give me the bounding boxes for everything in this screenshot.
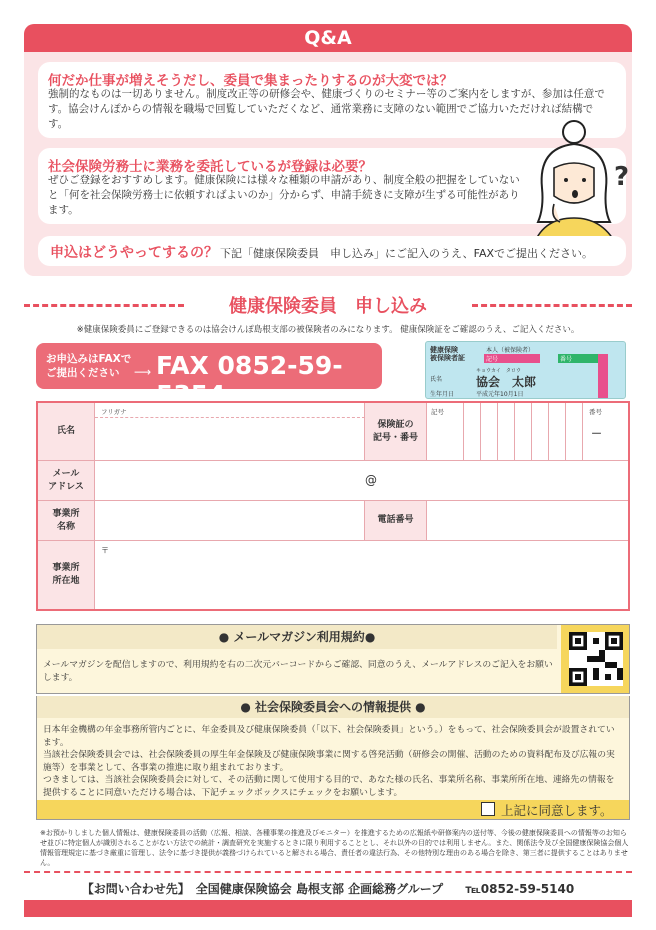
form-row-mail — [38, 461, 628, 501]
arrow-icon: ⟶ — [134, 365, 152, 379]
form-row-office — [38, 501, 628, 541]
qa-heading: Q&A — [24, 24, 632, 52]
card-bango: 番号 — [558, 354, 608, 363]
bottom-bar — [24, 900, 632, 917]
mail-label-2: アドレス — [48, 481, 84, 492]
card-furigana: キョウカイ タロウ — [476, 368, 521, 374]
how-answer: 下記「健康保険委員 申し込み」にご記入のうえ、FAXでご提出ください。 — [220, 247, 594, 260]
question-mark-icon: ? — [614, 162, 630, 192]
privacy-footnote: ※お預かりしました個人情報は、健康保険委員の活動（広報、相談、各種事業の推進及びモニター）を推進するための広報紙や研修案内の送付等、今後の健康保険委員への情報等のお知らせ並びに特定個人が識別されることがない方法での統計・調査研究を実施するときに限り利用することとし、それ以外の目的では利用しません。また、関係法令及び全国健康保険協会個人情報管理規定に基づき厳重に管理し、法令に基づき提供が義務づけられていると解される場合、責任者の違法行為、その他特別な理由のある場合を除き、第三者に提供することはありません。 — [40, 829, 629, 867]
qr-code-icon[interactable] — [569, 631, 623, 687]
how-question: 申込はどうやってするの？ — [50, 245, 218, 261]
insurance-card-sample — [425, 341, 626, 399]
bango-dash: － — [591, 427, 602, 440]
card-title — [430, 346, 465, 362]
application-form — [36, 401, 630, 611]
fax-instruction-line2: ご提出ください — [46, 367, 120, 379]
mail-terms-heading: ● メールマガジン利用規約● — [37, 625, 557, 649]
address-label — [38, 541, 94, 609]
info-text: 日本年金機構の年金事務所管内ごとに、年金委員及び健康保険委員（「以下、社会保険委員」という。）をもって、社会保険委員会が設置されています。 当該社会保険委員会では、社会保険委員の厚生年金保険及び健康保険事業に関する啓発活動（研修会の開催、活動のための資料配布及び広報の実施等）を事業として、各事業の推進に取り組まれております。 つきましては、当該社会保険委員会に対して、その活動に関して使用する目的で、あなた様の氏名、事業所名称、事業所所在地、連絡先の情報を提供することに同意いただける場合は、下記チェックボックスにチェックをお願いします。 — [43, 725, 615, 798]
fax-instruction — [46, 352, 131, 380]
fax-number: FAX 0852-59-5354 — [156, 351, 343, 409]
agree-bar — [37, 800, 629, 819]
kigo-field[interactable] — [426, 403, 582, 460]
postal-mark: 〒 — [101, 546, 109, 555]
contact-line — [0, 880, 656, 897]
card-highlight — [598, 354, 608, 398]
contact-tel: ℡0852-59-5140 — [465, 882, 575, 896]
card-number-label-1: 保険証の — [377, 419, 414, 430]
agree-checkbox[interactable] — [481, 802, 495, 816]
qa-card-how — [38, 236, 626, 266]
question-2: 社会保険労務士に業務を委託しているが登録は必要？ — [48, 159, 372, 175]
contact-text: 【お問い合わせ先】 全国健康保険協会 島根支部 企画総務グループ — [81, 882, 444, 896]
card-name: 協会 太郎 — [476, 375, 537, 389]
fax-badge — [36, 343, 382, 409]
furigana-label: フリガナ — [101, 408, 127, 416]
form-row-name — [38, 403, 628, 461]
address-field[interactable] — [94, 541, 628, 609]
name-label: 氏名 — [38, 403, 94, 460]
card-kigo: 記号 — [484, 354, 540, 363]
bango-label: 番号 — [589, 408, 602, 416]
mail-terms-box — [36, 624, 630, 694]
form-row-address — [38, 541, 628, 609]
card-number-label — [364, 403, 426, 460]
mail-field[interactable] — [94, 461, 628, 500]
card-person: 本人（被保険者） — [486, 347, 535, 354]
answer-2: ぜひご登録をおすすめします。健康保険には様々な種類の申請があり、制度全般の把握をしていないと「何を社会保険労務士に依頼すればよいのか」分からず、申請手続きに支障が生ずる可能性があります。 — [48, 174, 520, 216]
address-label-1: 事業所 — [52, 563, 80, 573]
office-label — [38, 501, 94, 540]
address-label-2: 所在地 — [52, 576, 80, 586]
kigo-label: 記号 — [431, 408, 444, 416]
apply-title: 健康保険委員 申し込み — [229, 296, 427, 317]
answer-1: 強制的なものは一切ありません。制度改正等の研修会や、健康づくりのセミナー等のご案内をしますが、参加は任意です。協会けんぽからの情報を職場で回覧していただくなど、通常業務に支障のない範囲でご協力いただければ結構です。 — [48, 88, 605, 130]
furigana-divider — [95, 417, 365, 418]
card-number-label-2: 記号・番号 — [372, 432, 418, 443]
card-title-1: 健康保険 — [430, 346, 458, 354]
info-provision-box — [36, 696, 630, 820]
agree-label: 上記に同意します。 — [501, 803, 613, 818]
office-label-2: 名称 — [56, 521, 75, 532]
name-field[interactable] — [94, 403, 364, 460]
footer-divider — [24, 871, 632, 873]
card-birth: 平成元年10月1日 — [476, 391, 524, 398]
office-label-1: 事業所 — [52, 508, 80, 519]
at-sign: @ — [365, 473, 377, 487]
mail-terms-text: メールマガジンを配信しますので、利用規約を右の二次元バーコードからご確認、同意のうえ、メールアドレスのご記入をお願いします。 — [43, 660, 553, 683]
kigo-grid — [447, 403, 583, 460]
mail-label-1: メール — [52, 468, 80, 479]
fax-instruction-line1: お申込みはFAXで — [46, 353, 132, 365]
office-field[interactable] — [94, 501, 364, 540]
mail-label — [38, 461, 94, 500]
bango-field[interactable] — [582, 403, 628, 460]
info-heading: ● 社会保険委員会への情報提供 ● — [37, 696, 629, 718]
eligibility-notice: ※健康保険委員にご登録できるのは協会けんぽ島根支部の被保険者のみになります。 健康保険証をご確認のうえ、ご記入ください。 — [76, 325, 580, 335]
phone-label: 電話番号 — [364, 501, 426, 540]
card-birth-label: 生年月日 — [430, 391, 455, 398]
card-name-label: 氏名 — [430, 376, 443, 383]
qr-frame — [561, 625, 629, 693]
question-1: 何だか仕事が増えそうだし、委員で集まったりするのが大変では？ — [48, 73, 453, 89]
phone-field[interactable] — [426, 501, 628, 540]
card-title-2: 被保険者証 — [430, 354, 465, 362]
